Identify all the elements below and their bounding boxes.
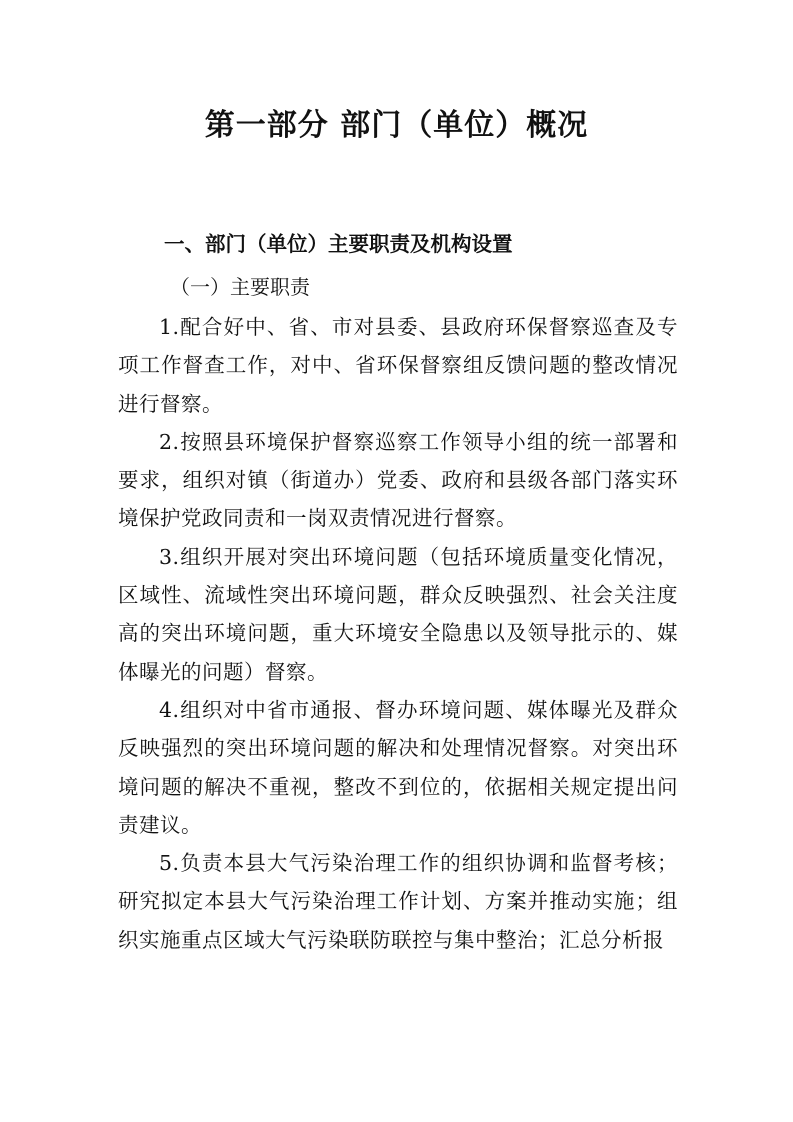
section-heading: 一、部门（单位）主要职责及机构设置 — [164, 232, 513, 256]
paragraph-2: 2.按照县环境保护督察巡察工作领导小组的统一部署和要求，组织对镇（街道办）党委、政府和县级各部门落实环境保护党政同责和一岗双责情况进行督察。 — [118, 429, 678, 531]
page-title: 第一部分 部门（单位）概况 — [204, 108, 589, 143]
sub-heading: （一）主要职责 — [170, 275, 310, 299]
paragraph-3: 3.组织开展对突出环境问题（包括环境质量变化情况，区域性、流域性突出环境问题，群众反映强烈、社会关注度高的突出环境问题，重大环境安全隐患以及领导批示的、媒体曝光的问题）督察。 — [118, 544, 678, 684]
paragraph-5: 5.负责本县大气污染治理工作的组织协调和监督考核；研究拟定本县大气污染治理工作计划、方案并推动实施；组织实施重点区域大气污染联防联控与集中整治；汇总分析报 — [118, 851, 678, 952]
paragraph-4: 4.组织对中省市通报、督办环境问题、媒体曝光及群众反映强烈的突出环境问题的解决和处理情况督察。对突出环境问题的解决不重视，整改不到位的，依据相关规定提出问责建议。 — [118, 697, 678, 837]
body-text — [118, 308, 678, 959]
paragraph-1: 1.配合好中、省、市对县委、县政府环保督察巡查及专项工作督查工作，对中、省环保督察组反馈问题的整改情况进行督察。 — [118, 315, 678, 416]
